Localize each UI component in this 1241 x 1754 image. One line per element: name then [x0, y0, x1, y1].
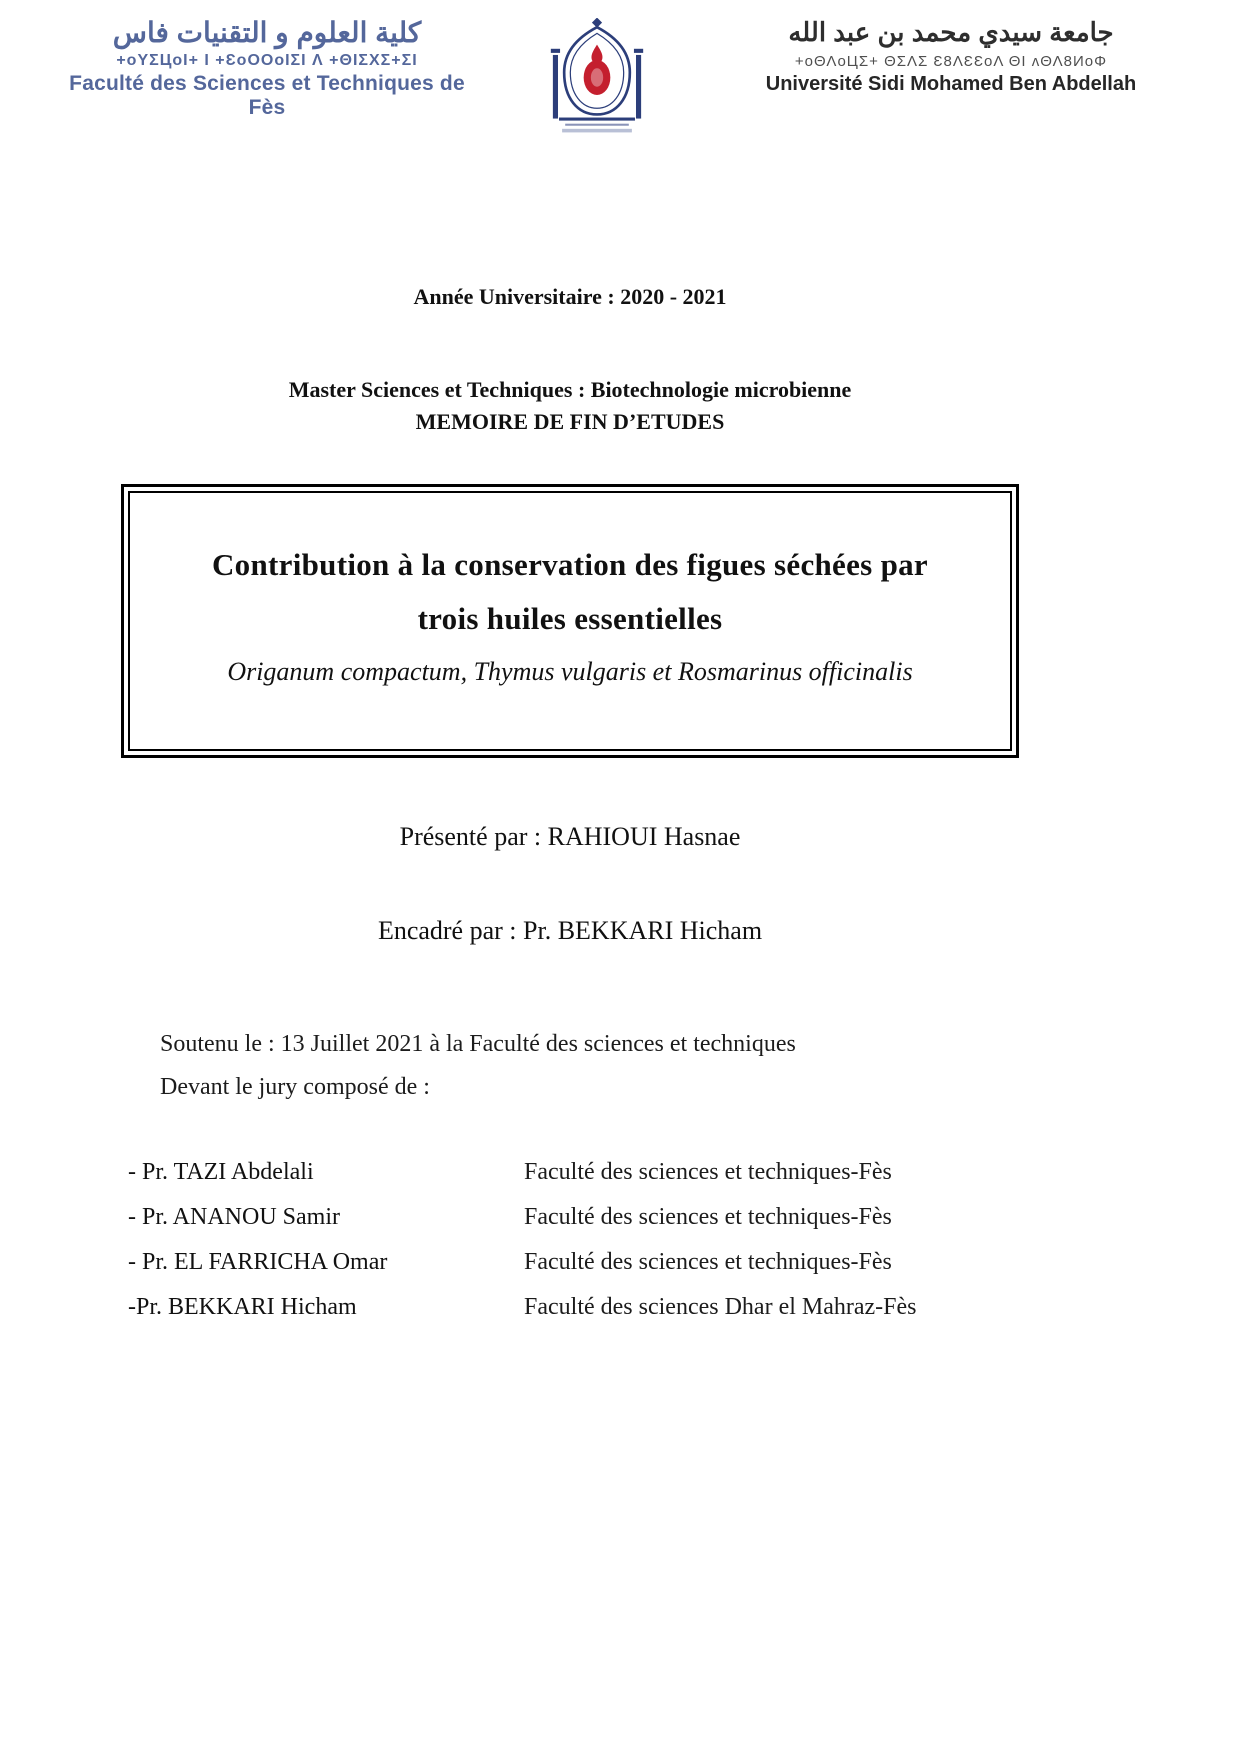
jury-member-affiliation: Faculté des sciences et techniques-Fès: [524, 1204, 892, 1231]
supervised-by: Encadré par : Pr. BEKKARI Hicham: [377, 915, 763, 945]
jury-member-affiliation: Faculté des sciences et techniques-Fès: [524, 1159, 892, 1186]
university-logo: [542, 16, 652, 136]
jury-member-affiliation: Faculté des sciences et techniques-Fès: [524, 1249, 892, 1276]
faculty-name-arabic: كلية العلوم و التقنيات فاس: [112, 17, 422, 48]
jury-member-name: - Pr. TAZI Abdelali: [128, 1159, 314, 1186]
faculty-name-tifinagh: +oYΣЦoI+ I +ƐoOOoIΣI Λ +ΘIΣΧΣ+ΣI: [116, 51, 418, 69]
thesis-title-line2: trois huiles essentielles: [417, 601, 723, 637]
jury-row: [128, 1204, 1140, 1231]
jury-row: [128, 1159, 1140, 1186]
university-name-french: Université Sidi Mohamed Ben Abdellah: [765, 72, 1137, 95]
program-block: [0, 374, 1140, 438]
jury-member-name: - Pr. EL FARRICHA Omar: [128, 1249, 388, 1276]
header: [0, 0, 1241, 136]
title-box-inner: [128, 491, 1012, 751]
jury-member-name: -Pr. BEKKARI Hicham: [128, 1294, 357, 1321]
jury-member-name: - Pr. ANANOU Samir: [128, 1204, 341, 1231]
jury-list: [0, 1159, 1140, 1321]
cover-content: [0, 284, 1140, 1321]
university-block: [711, 16, 1191, 96]
academic-year: Année Universitaire : 2020 - 2021: [413, 284, 727, 309]
program-title: Master Sciences et Techniques : Biotechnologie microbienne: [288, 377, 852, 402]
jury-intro: Devant le jury composé de :: [160, 1073, 430, 1100]
jury-row: [128, 1249, 1140, 1276]
title-box: [121, 484, 1019, 758]
jury-row: [128, 1294, 1140, 1321]
university-name-arabic: جامعة سيدي محمد بن عبد الله: [788, 17, 1114, 47]
presented-by: Présenté par : RAHIOUI Hasnae: [399, 821, 741, 851]
faculty-block: [52, 16, 482, 120]
thesis-title-line1: Contribution à la conservation des figues séchées par: [212, 546, 928, 582]
defense-date: Soutenu le : 13 Juillet 2021 à la Faculté des sciences et techniques: [160, 1030, 796, 1057]
thesis-subtitle: Origanum compactum, Thymus vulgaris et Rosmarinus officinalis: [227, 657, 913, 687]
university-crest-icon: [545, 18, 649, 136]
defense-block: [0, 1023, 1140, 1109]
jury-member-affiliation: Faculté des sciences Dhar el Mahraz-Fès: [524, 1294, 917, 1321]
document-type: MEMOIRE DE FIN D’ETUDES: [415, 408, 725, 434]
faculty-name-french: Faculté des Sciences et Techniques de Fès: [69, 71, 465, 119]
university-name-tifinagh: +oΘΛoЦΣ+ ΘΣΛΣ Ɛ8ΛƐƐoΛ ΘI ʌΘΛ8ИoΦ: [794, 52, 1108, 70]
